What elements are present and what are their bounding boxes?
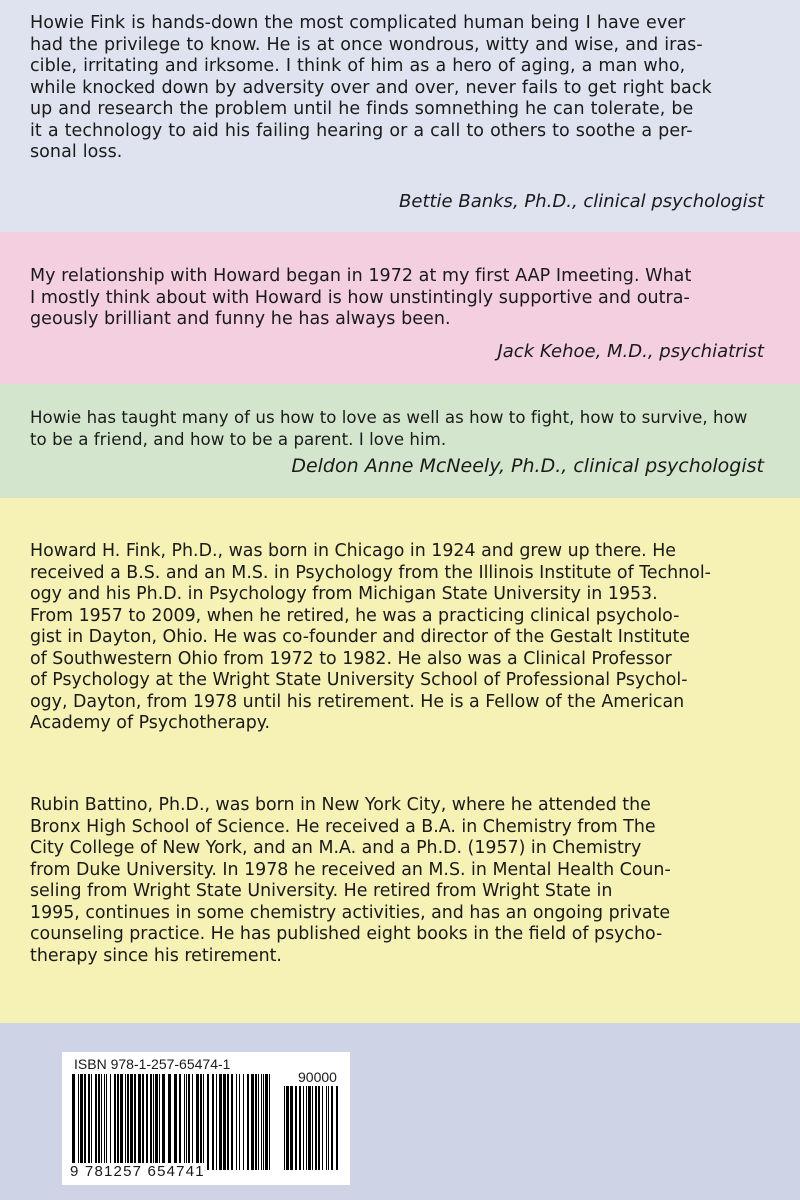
bio-howard-fink	[30, 541, 772, 735]
barcode-bar	[188, 1074, 190, 1170]
barcode-bar	[88, 1074, 90, 1170]
isbn-label: ISBN 978-1-257-65474-1	[74, 1056, 231, 1072]
barcode-bar	[162, 1074, 165, 1170]
barcode-bar	[120, 1074, 123, 1170]
barcode-digits: 9 781257 654741	[70, 1163, 205, 1180]
barcode-bar	[284, 1086, 285, 1170]
testimonial-quote-2	[30, 266, 770, 331]
barcode-bar	[146, 1074, 148, 1170]
barcode-bar	[312, 1086, 313, 1170]
bio-line: received a B.S. and an M.S. in Psychology from the Illinois Institute of Technol-	[30, 562, 711, 583]
barcode-bar	[207, 1074, 209, 1170]
bio-line: Academy of Psychotherapy.	[30, 713, 271, 733]
barcode-bar	[106, 1074, 107, 1170]
barcode-bar	[192, 1074, 193, 1170]
quote-line: up and research the problem until he finds somnething he can tolerate, be	[30, 99, 694, 119]
barcode-bar	[286, 1086, 289, 1170]
barcode-bar	[318, 1086, 320, 1170]
barcode-bar	[84, 1074, 86, 1170]
barcode-bar	[251, 1074, 254, 1170]
barcode-bar	[104, 1074, 105, 1170]
barcode-bar	[299, 1086, 301, 1170]
barcode-bar	[306, 1086, 307, 1170]
isbn-barcode-box	[62, 1052, 350, 1185]
testimonial-attribution-3: Deldon Anne McNeely, Ph.D., clinical psychologist	[291, 455, 764, 477]
bio-line: of Southwestern Ohio from 1972 to 1982. He also was a Clinical Professor	[30, 648, 672, 669]
barcode-bar	[212, 1074, 214, 1170]
bio-line: ogy and his Ph.D. in Psychology from Michigan State University in 1953.	[30, 584, 658, 604]
barcode-bar	[331, 1086, 333, 1170]
bio-line: seling from Wright State University. He retired from Wright State in	[30, 881, 613, 901]
barcode-bar	[138, 1074, 141, 1170]
barcode-bar	[322, 1086, 323, 1170]
barcode-bar	[155, 1074, 158, 1170]
quote-line: geously brilliant and funny he has always been.	[30, 309, 451, 329]
barcode-bar	[247, 1074, 249, 1170]
barcode-bar	[101, 1074, 102, 1170]
barcode-bar	[80, 1074, 83, 1170]
barcode-bar	[159, 1074, 160, 1170]
barcode-bar	[295, 1086, 297, 1170]
barcode-bar	[263, 1074, 264, 1170]
barcode-bar	[243, 1074, 244, 1170]
barcode-bar	[174, 1074, 177, 1170]
barcode-bar	[130, 1074, 133, 1170]
bio-line: of Psychology at the Wright State University School of Professional Psychol-	[30, 670, 688, 690]
barcode-bar	[231, 1074, 233, 1170]
bio-line: ogy, Dayton, from 1978 until his retirement. He is a Fellow of the American	[30, 691, 685, 712]
barcode-bar	[110, 1074, 111, 1170]
bio-line: City College of New York, and an M.A. and a Ph.D. (1957) in Chemistry	[30, 838, 642, 858]
barcode-bar	[91, 1074, 92, 1170]
barcode-bar	[336, 1086, 338, 1170]
testimonial-attribution-1: Bettie Banks, Ph.D., clinical psychologist	[399, 191, 764, 212]
barcode-bar	[261, 1074, 262, 1170]
bio-line: gist in Dayton, Ohio. He was co-founder and director of the Gestalt Institute	[30, 627, 691, 647]
barcode-bar	[125, 1074, 126, 1170]
barcode-bar	[265, 1074, 268, 1170]
barcode-bar	[72, 1074, 75, 1170]
bio-line: From 1957 to 2009, when he retired, he was a practicing clinical psycholo-	[30, 605, 680, 626]
quote-line: to be a friend, and how to be a parent. I love him.	[30, 429, 447, 449]
quote-line: My relationship with Howard began in 1972 at my first AAP Imeeting. What	[30, 266, 692, 286]
barcode-bar	[255, 1074, 257, 1170]
barcode-addon-icon	[284, 1086, 340, 1170]
testimonial-attribution-2: Jack Kehoe, M.D., psychiatrist	[497, 341, 764, 362]
testimonial-quote-3	[30, 407, 770, 450]
bio-line: from Duke University. In 1978 he received an M.S. in Mental Health Coun-	[30, 859, 671, 880]
barcode-bar	[223, 1074, 226, 1170]
quote-line: Howie Fink is hands-down the most complicated human being I have ever	[30, 13, 686, 33]
barcode-bar	[117, 1074, 119, 1170]
barcode-bar	[308, 1086, 311, 1170]
barcode-main-icon	[72, 1074, 272, 1170]
barcode-bar	[216, 1074, 217, 1170]
bio-rubin-battino	[30, 795, 772, 967]
barcode-bar	[78, 1074, 79, 1170]
barcode-bar	[203, 1074, 204, 1170]
quote-line: I mostly think about with Howard is how unstintingly supportive and outra-	[30, 287, 690, 308]
barcode-bar	[196, 1074, 199, 1170]
quote-line: sonal loss.	[30, 142, 123, 162]
barcode-bar	[239, 1074, 240, 1170]
barcode-bar	[179, 1074, 181, 1170]
barcode-bar	[269, 1074, 270, 1170]
barcode-bar	[227, 1074, 229, 1170]
quote-line: Howie has taught many of us how to love as well as how to fight, how to survive, how	[30, 408, 748, 427]
quote-line: cible, irritating and irksome. I think of him as a hero of aging, a man who,	[30, 56, 686, 76]
barcode-bar	[150, 1074, 152, 1170]
barcode-bar	[326, 1086, 327, 1170]
barcode-bar	[127, 1074, 129, 1170]
barcode-bar	[315, 1086, 317, 1170]
barcode-bar	[134, 1074, 136, 1170]
barcode-bar	[168, 1074, 171, 1170]
barcode-bar	[142, 1074, 144, 1170]
barcode-bar	[236, 1074, 237, 1170]
bio-line: counseling practice. He has published eight books in the field of psycho-	[30, 924, 663, 944]
testimonial-quote-1	[30, 13, 770, 164]
barcode-bar	[153, 1074, 154, 1170]
barcode-bar	[328, 1086, 329, 1170]
bio-line: Bronx High School of Science. He received a B.A. in Chemistry from The	[30, 816, 656, 837]
barcode-bar	[98, 1074, 100, 1170]
price-code-label: 90000	[298, 1069, 337, 1085]
bio-line: Rubin Battino, Ph.D., was born in New York City, where he attended the	[30, 795, 651, 815]
barcode-bar	[290, 1086, 293, 1170]
quote-line: it a technology to aid his failing hearing or a call to others to soothe a per-	[30, 120, 693, 141]
barcode-bar	[184, 1074, 185, 1170]
barcode-bar	[258, 1074, 259, 1170]
bio-line: therapy since his retirement.	[30, 945, 282, 966]
quote-line: while knocked down by adversity over and over, never fails to get right back	[30, 77, 712, 98]
quote-line: had the privilege to know. He is at once wondrous, witty and wise, and iras-	[30, 34, 703, 55]
barcode-bar	[95, 1074, 97, 1170]
barcode-bar	[303, 1086, 304, 1170]
bio-line: 1995, continues in some chemistry activities, and has an ongoing private	[30, 902, 671, 923]
barcode-bar	[114, 1074, 116, 1170]
bio-line: Howard H. Fink, Ph.D., was born in Chicago in 1924 and grew up there. He	[30, 541, 677, 561]
barcode-bar	[219, 1074, 222, 1170]
barcode-bar	[200, 1074, 202, 1170]
barcode-bar	[186, 1074, 187, 1170]
